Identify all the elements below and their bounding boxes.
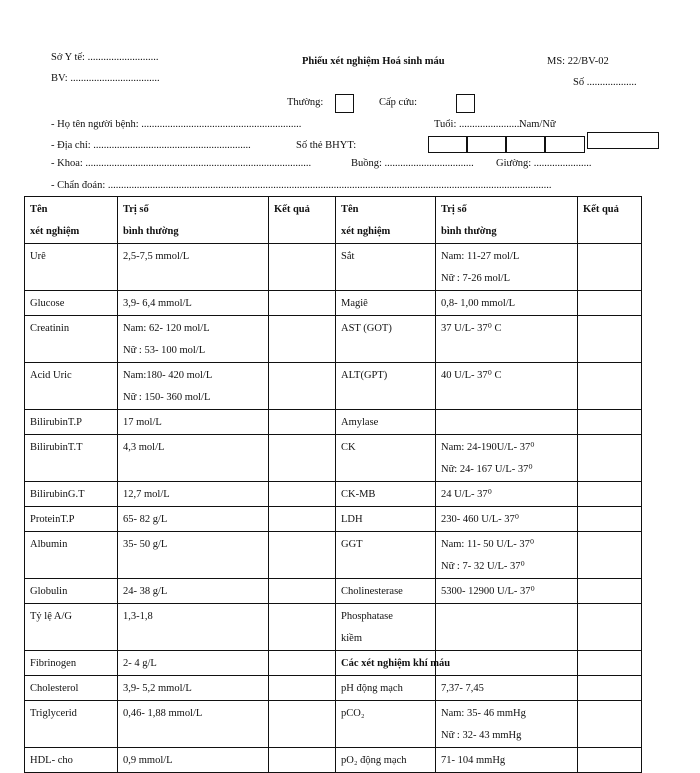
department-field: - Khoa: ......................................................................................	[51, 158, 312, 169]
result-cell[interactable]	[578, 701, 642, 748]
normal-range-cell: 24 U/L- 37⁰	[436, 482, 578, 507]
table-row	[25, 748, 642, 773]
normal-range-cell: Nam: 35- 46 mmHg Nữ : 32- 43 mmHg	[436, 701, 578, 748]
table-row	[25, 651, 642, 676]
table-header-row	[25, 197, 642, 244]
table-row	[25, 482, 642, 507]
test-name-cell: Amylase	[336, 410, 436, 435]
form-title: Phiếu xét nghiệm Hoá sinh máu	[302, 56, 445, 67]
gender-field: Nam/Nữ	[519, 119, 556, 130]
result-cell[interactable]	[578, 532, 642, 579]
test-name-cell: Cholesterol	[25, 676, 118, 701]
result-cell[interactable]	[269, 604, 336, 651]
test-name-cell: Glucose	[25, 291, 118, 316]
result-cell[interactable]	[269, 482, 336, 507]
result-cell[interactable]	[578, 363, 642, 410]
normal-range-cell: 40 U/L- 37⁰ C	[436, 363, 578, 410]
normal-range-cell: 37 U/L- 37⁰ C	[436, 316, 578, 363]
normal-range-cell	[436, 604, 578, 651]
room-field: Buồng: ..................................	[351, 158, 474, 169]
result-cell[interactable]	[269, 748, 336, 773]
test-name-cell: LDH	[336, 507, 436, 532]
normal-range-cell: Nam:180- 420 mol/L Nữ : 150- 360 mol/L	[118, 363, 269, 410]
test-name-cell: ProteinT.P	[25, 507, 118, 532]
test-name-cell: Cholinesterase	[336, 579, 436, 604]
form-code: MS: 22/BV-02	[547, 56, 609, 67]
test-name-cell: GGT	[336, 532, 436, 579]
bhyt-box-4[interactable]	[545, 136, 585, 153]
table-row	[25, 316, 642, 363]
test-name-cell: Acid Uric	[25, 363, 118, 410]
normal-range-cell: 5300- 12900 U/L- 37⁰	[436, 579, 578, 604]
capcuu-label: Cấp cứu:	[379, 97, 418, 108]
normal-range-cell: Nam: 11-27 mol/L Nữ : 7-26 mol/L	[436, 244, 578, 291]
bv-field: BV: ..................................	[51, 73, 160, 84]
result-cell[interactable]	[578, 410, 642, 435]
test-name-cell: Sắt	[336, 244, 436, 291]
normal-range-cell: 3,9- 6,4 mmol/L	[118, 291, 269, 316]
capcuu-checkbox[interactable]	[456, 94, 475, 113]
header-result: Kết quả	[578, 197, 642, 244]
result-cell[interactable]	[269, 244, 336, 291]
normal-range-cell: Nam: 24-190U/L- 37⁰ Nữ: 24- 167 U/L- 37⁰	[436, 435, 578, 482]
test-name-cell: Urê	[25, 244, 118, 291]
test-name-cell: Các xét nghiệm khí máu	[336, 651, 436, 676]
test-name-cell: Albumin	[25, 532, 118, 579]
bhyt-box-1[interactable]	[428, 136, 467, 153]
result-cell[interactable]	[578, 579, 642, 604]
age-field: Tuổi: ........................	[434, 119, 523, 130]
normal-range-cell: 0,46- 1,88 mmol/L	[118, 701, 269, 748]
result-cell[interactable]	[578, 435, 642, 482]
header-normal-range: Trị số bình thường	[118, 197, 269, 244]
so-yte-field: Sở Y tế: ...........................	[51, 52, 159, 63]
test-name-cell: Globulin	[25, 579, 118, 604]
test-name-cell: pO₂ động mạch	[336, 748, 436, 773]
normal-range-cell	[436, 651, 578, 676]
header-normal-range: Trị số bình thường	[436, 197, 578, 244]
header-test-name: Tên xét nghiệm	[25, 197, 118, 244]
table-row	[25, 291, 642, 316]
test-name-cell: Phosphatase kiềm	[336, 604, 436, 651]
test-name-cell: HDL- cho	[25, 748, 118, 773]
test-name-cell: Magiê	[336, 291, 436, 316]
result-cell[interactable]	[578, 604, 642, 651]
table-row	[25, 579, 642, 604]
normal-range-cell: 1,3-1,8	[118, 604, 269, 651]
normal-range-cell: 24- 38 g/L	[118, 579, 269, 604]
thuong-checkbox[interactable]	[335, 94, 354, 113]
bhyt-label: Số thẻ BHYT:	[296, 140, 357, 151]
normal-range-cell: 2- 4 g/L	[118, 651, 269, 676]
result-cell[interactable]	[269, 410, 336, 435]
table-row	[25, 244, 642, 291]
normal-range-cell: 17 mol/L	[118, 410, 269, 435]
normal-range-cell: 0,9 mmol/L	[118, 748, 269, 773]
bhyt-box-3[interactable]	[506, 136, 545, 153]
result-cell[interactable]	[578, 651, 642, 676]
result-cell[interactable]	[269, 579, 336, 604]
result-cell[interactable]	[269, 363, 336, 410]
header-test-name: Tên xét nghiệm	[336, 197, 436, 244]
result-cell[interactable]	[578, 316, 642, 363]
result-cell[interactable]	[269, 651, 336, 676]
address-field: - Địa chỉ: ............................................................	[51, 140, 251, 151]
test-name-cell: ALT(GPT)	[336, 363, 436, 410]
table-row	[25, 701, 642, 748]
test-name-cell: CK-MB	[336, 482, 436, 507]
normal-range-cell	[436, 410, 578, 435]
test-name-cell: CK	[336, 435, 436, 482]
bhyt-box-2[interactable]	[467, 136, 506, 153]
normal-range-cell: 35- 50 g/L	[118, 532, 269, 579]
test-name-cell: Triglycerid	[25, 701, 118, 748]
result-cell[interactable]	[578, 482, 642, 507]
normal-range-cell: 2,5-7,5 mmol/L	[118, 244, 269, 291]
test-name-cell: Tỷ lệ A/G	[25, 604, 118, 651]
bed-field: Giường: ......................	[496, 158, 592, 169]
table-row	[25, 604, 642, 651]
result-cell[interactable]	[269, 316, 336, 363]
test-name-cell: BilirubinG.T	[25, 482, 118, 507]
bhyt-box-5[interactable]	[587, 132, 659, 149]
thuong-label: Thường:	[287, 97, 324, 108]
result-cell[interactable]	[578, 507, 642, 532]
normal-range-cell: 230- 460 U/L- 37⁰	[436, 507, 578, 532]
patient-name-field: - Họ tên người bệnh: .............................................................	[51, 119, 302, 130]
table-row	[25, 507, 642, 532]
lab-results-table	[24, 196, 642, 773]
result-cell[interactable]	[578, 291, 642, 316]
result-cell[interactable]	[269, 435, 336, 482]
table-row	[25, 435, 642, 482]
result-cell[interactable]	[269, 507, 336, 532]
normal-range-cell: 4,3 mol/L	[118, 435, 269, 482]
normal-range-cell: 71- 104 mmHg	[436, 748, 578, 773]
result-cell[interactable]	[269, 291, 336, 316]
test-name-cell: BilirubinT.T	[25, 435, 118, 482]
result-cell[interactable]	[578, 244, 642, 291]
test-name-cell: AST (GOT)	[336, 316, 436, 363]
normal-range-cell: 3,9- 5,2 mmol/L	[118, 676, 269, 701]
normal-range-cell: 12,7 mol/L	[118, 482, 269, 507]
result-cell[interactable]	[578, 676, 642, 701]
header-result: Kết quả	[269, 197, 336, 244]
normal-range-cell: 0,8- 1,00 mmol/L	[436, 291, 578, 316]
result-cell[interactable]	[578, 748, 642, 773]
normal-range-cell: 65- 82 g/L	[118, 507, 269, 532]
test-name-cell: Fibrinogen	[25, 651, 118, 676]
normal-range-cell: 7,37- 7,45	[436, 676, 578, 701]
table-row	[25, 410, 642, 435]
test-name-cell: pCO₂	[336, 701, 436, 748]
table-row	[25, 363, 642, 410]
result-cell[interactable]	[269, 701, 336, 748]
result-cell[interactable]	[269, 676, 336, 701]
table-row	[25, 532, 642, 579]
diagnosis-field: - Chẩn đoán: .........................................................................................................................................................................	[51, 180, 552, 191]
normal-range-cell: Nam: 11- 50 U/L- 37⁰ Nữ : 7- 32 U/L- 37⁰	[436, 532, 578, 579]
test-name-cell: BilirubinT.P	[25, 410, 118, 435]
normal-range-cell: Nam: 62- 120 mol/L Nữ : 53- 100 mol/L	[118, 316, 269, 363]
result-cell[interactable]	[269, 532, 336, 579]
table-row	[25, 676, 642, 701]
so-field: Số ...................	[573, 77, 637, 88]
test-name-cell: Creatinin	[25, 316, 118, 363]
test-name-cell: pH động mạch	[336, 676, 436, 701]
